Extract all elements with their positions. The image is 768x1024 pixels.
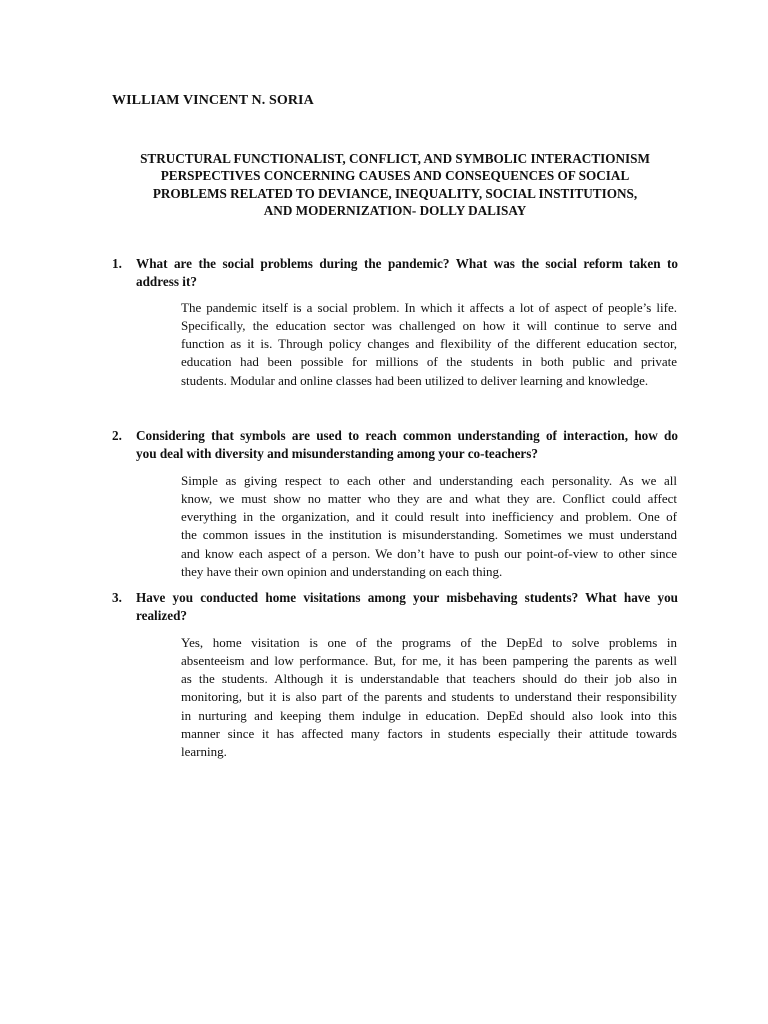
answer-line: in nurturing and keeping them indulge in education. DepEd should also look into this [181, 707, 677, 723]
answer-line: students. Modular and online classes had been utilized to deliver learning and knowledge. [181, 372, 649, 388]
question-2 [112, 427, 678, 581]
answer-line: everything in the organization, and it could result into inefficiency and problem. One of [181, 509, 677, 525]
answer-paragraph [181, 299, 677, 389]
answer-line: they have their own opinion and understanding on each thing. [181, 563, 503, 579]
answer-line: absenteeism and low performance. But, for me, it has been pampering the parents as well [181, 653, 677, 669]
answer-line: The pandemic itself is a social problem. In which it affects a lot of aspect of people’s life. [181, 300, 677, 316]
question-heading [112, 589, 678, 624]
question-line: What are the social problems during the pandemic? What was the social reform taken to [136, 256, 678, 271]
title-line: PERSPECTIVES CONCERNING CAUSES AND CONSEQUENCES OF SOCIAL [160, 168, 630, 184]
question-3 [112, 589, 678, 761]
question-text [136, 589, 678, 624]
question-number: 3. [112, 590, 122, 605]
answer-line: Specifically, the education sector was challenged on how it will continue to serve and [181, 318, 677, 334]
question-line: Considering that symbols are used to reach common understanding of interaction, how do [136, 428, 678, 443]
answer-line: know, we must show no matter who they are and what they are. Conflict could affect [181, 491, 677, 507]
question-text [136, 427, 678, 462]
question-line: you deal with diversity and misunderstanding among your co-teachers? [136, 445, 538, 461]
answer-line: as the students. Although it is understandable that teachers should do their job also in [181, 671, 677, 687]
question-line: address it? [136, 273, 197, 289]
answer-line: and know each aspect of a person. We don’t have to push our point-of-view to other since [181, 545, 677, 561]
answer-line: function as it is. Through policy changes and flexibility of the different education sector, [181, 336, 677, 352]
document-title [112, 150, 678, 220]
answer-line: manner since it has affected many factors in students especially their attitude towards [181, 725, 677, 741]
answer-line: monitoring, but it is also part of the parents and students to understand their responsibility [181, 689, 677, 705]
answer-paragraph [181, 472, 677, 581]
answer-paragraph [181, 634, 677, 761]
question-number: 1. [112, 256, 122, 271]
answer-line: Yes, home visitation is one of the programs of the DepEd to solve problems in [181, 635, 677, 651]
question-heading [112, 255, 678, 290]
answer-line: education had been possible for millions of the students in both public and private [181, 354, 677, 370]
author-name: WILLIAM VINCENT N. SORIA [112, 93, 314, 108]
question-line: realized? [136, 607, 188, 623]
question-line: Have you conducted home visitations among your misbehaving students? What have you [136, 590, 678, 605]
question-number: 2. [112, 428, 122, 443]
answer-line: Simple as giving respect to each other and understanding each personality. As we all [181, 473, 677, 489]
title-line: AND MODERNIZATION- DOLLY DALISAY [263, 203, 527, 219]
question-1 [112, 255, 678, 390]
title-line: STRUCTURAL FUNCTIONALIST, CONFLICT, AND SYMBOLIC INTERACTIONISM [140, 151, 650, 166]
question-heading [112, 427, 678, 462]
answer-line: learning. [181, 743, 227, 759]
question-text [136, 255, 678, 290]
answer-line: the common issues in the institution is misunderstanding. Sometimes we must understand [181, 527, 677, 543]
title-line: PROBLEMS RELATED TO DEVIANCE, INEQUALITY, SOCIAL INSTITUTIONS, [152, 185, 638, 201]
